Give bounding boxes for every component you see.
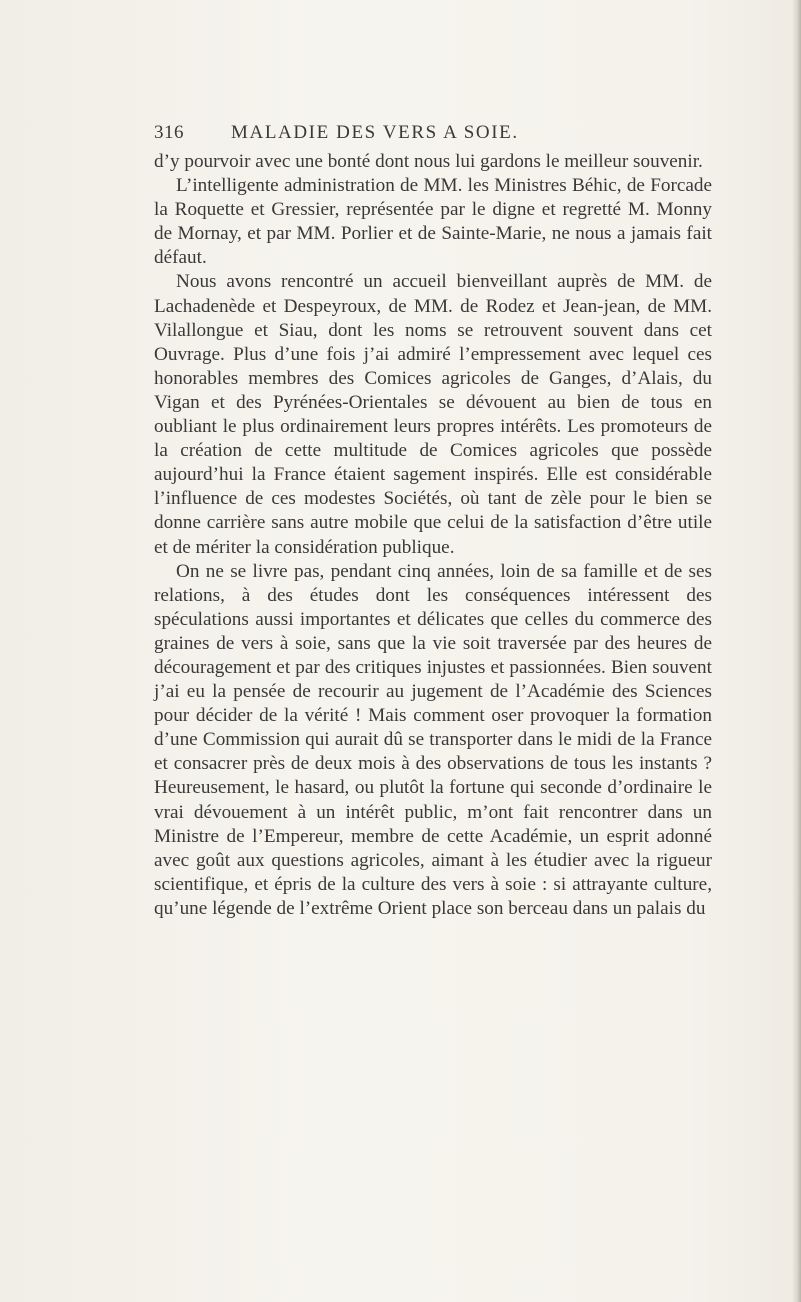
page-number: 316 [154,122,184,143]
running-head [154,122,674,146]
paragraph-comices: Nous avons rencontré un accueil bienveillant auprès de MM. de Lachadenède et Despeyroux, de MM. de Rodez et Jean-jean, de MM. Vilallongue et Siau, dont les noms se retrouvent souvent dans cet Ouvrage. Plus d’une fois j’ai admiré l’empressement avec lequel ces honorables membres des Comices agricoles de Ganges, d’Alais, du Vigan et des Pyrénées-Orientales se dévouent au bien de tous en oubliant le plus ordinairement leurs propres intérêts. Les promoteurs de la création de cette multitude de Comices agricoles que possède aujourd’hui la France étaient sagement inspirés. Elle est considérable l’influence de ces modestes Sociétés, où tant de zèle pour le bien se donne carrière sans autre mobile que celui de la satisfaction d’être utile et de mériter la considération publique. [154,271,712,558]
paragraph-administration: L’intelligente administration de MM. les Ministres Béhic, de Forcade la Roquette et Gressier, représentée par le digne et regretté M. Monny de Mornay, et par MM. Porlier et de Sainte-Marie, ne nous a jamais fait défaut. [154,175,712,269]
body-text [154,150,712,921]
paragraph-etudes: On ne se livre pas, pendant cinq années, loin de sa famille et de ses relations, à des études dont les conséquences intéressent des spéculations aussi importantes et délicates que celles du commerce des graines de vers à soie, sans que la vie soit traversée par des heures de découragement et par des critiques injustes et passionnées. Bien souvent j’ai eu la pensée de recourir au jugement de l’Académie des Sciences pour décider de la vérité ! Mais comment oser provoquer la formation d’une Commission qui aurait dû se transporter dans le midi de la France et consacrer près de deux mois à des observations de tous les instants ? Heureusement, le hasard, ou plutôt la fortune qui seconde d’ordinaire le vrai dévouement à un intérêt public, m’ont fait rencontrer dans un Ministre de l’Empereur, membre de cette Académie, un esprit adonné avec goût aux questions agricoles, aimant à les étudier avec la rigueur scientifique, et épris de la culture des vers à soie : si attrayante culture, qu’une légende de l’extrême Orient place son berceau dans un palais du [154,560,712,919]
page-edge-shadow [792,0,801,1302]
running-title: MALADIE DES VERS A SOIE. [231,122,519,143]
paragraph-continuation: d’y pourvoir avec une bonté dont nous lui gardons le meilleur souvenir. [154,151,703,172]
